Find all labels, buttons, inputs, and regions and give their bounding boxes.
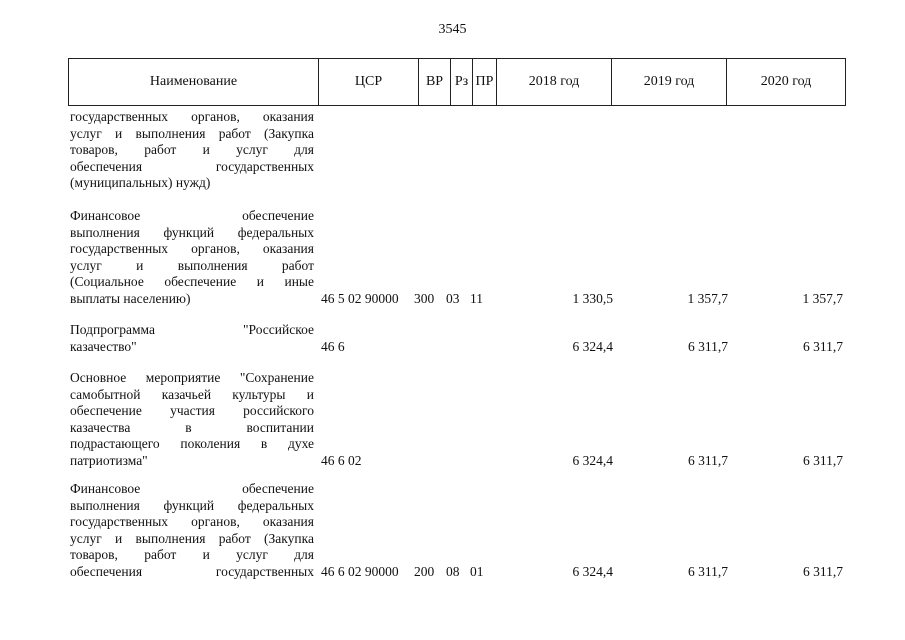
name-line: государственных органов, оказания	[70, 109, 314, 124]
csr-value: 46 6	[321, 338, 345, 354]
table-row	[70, 208, 846, 307]
header-pr: ПР	[473, 59, 497, 105]
name-line: Подпрограмма "Российское	[70, 322, 314, 337]
name-line: выполнения функций федеральных	[70, 224, 314, 240]
table-row	[70, 109, 846, 192]
row-name	[70, 481, 314, 580]
row-name	[70, 322, 314, 355]
value-2020: 6 311,7	[803, 452, 843, 468]
name-line: обеспечения государственных	[70, 158, 314, 174]
header-2019: 2019 год	[612, 59, 727, 105]
rz-value: 03	[446, 290, 460, 306]
header-2020: 2020 год	[760, 74, 812, 89]
csr-value: 46 6 02 90000	[321, 563, 399, 579]
vr-value: 200	[414, 563, 435, 579]
table-row	[70, 370, 846, 469]
name-line: подрастающего поколения в духе	[70, 436, 314, 451]
name-line: выплаты населению)	[70, 290, 191, 306]
value-2020: 6 311,7	[803, 338, 843, 354]
name-line: Основное мероприятие "Сохранение	[70, 370, 314, 385]
name-line: казачество"	[70, 338, 137, 354]
table-row	[70, 481, 846, 580]
value-2019: 6 311,7	[688, 563, 728, 579]
name-line: обеспечения государственных	[70, 563, 314, 579]
value-2018: 6 324,4	[572, 452, 613, 468]
table-row	[70, 322, 846, 355]
value-2018: 1 330,5	[572, 290, 613, 306]
header-2018: 2018 год	[497, 59, 612, 105]
name-line: услуг и выполнения работ	[70, 257, 314, 273]
name-line: Финансовое обеспечение	[70, 481, 314, 496]
header-name: Наименование	[69, 59, 319, 105]
name-line: товаров, работ и услуг для	[70, 142, 314, 157]
csr-value: 46 5 02 90000	[321, 290, 399, 306]
header-csr: ЦСР	[319, 59, 419, 105]
value-2020: 6 311,7	[803, 563, 843, 579]
name-line: казачества в воспитании	[70, 419, 314, 435]
pr-value: 11	[470, 290, 483, 306]
name-line: самобытной казачьей культуры и	[70, 386, 314, 402]
name-line: обеспечение участия российского	[70, 403, 314, 418]
name-line: патриотизма"	[70, 452, 148, 468]
row-name	[70, 109, 314, 192]
csr-value: 46 6 02	[321, 452, 362, 468]
value-2019: 6 311,7	[688, 338, 728, 354]
name-line: государственных органов, оказания	[70, 514, 314, 529]
name-line: (Социальное обеспечение и иные	[70, 274, 314, 289]
pr-value: 01	[470, 563, 484, 579]
value-2018: 6 324,4	[572, 563, 613, 579]
table-header	[68, 58, 846, 106]
rz-value: 08	[446, 563, 460, 579]
value-2018: 6 324,4	[572, 338, 613, 354]
value-2019: 1 357,7	[687, 290, 728, 306]
row-name	[70, 370, 314, 469]
page-number: 3545	[438, 22, 467, 37]
row-name	[70, 208, 314, 307]
name-line: государственных органов, оказания	[70, 241, 314, 256]
name-line: выполнения функций федеральных	[70, 497, 314, 513]
name-line: товаров, работ и услуг для	[70, 547, 314, 562]
value-2019: 6 311,7	[688, 452, 728, 468]
name-line: Финансовое обеспечение	[70, 208, 314, 223]
header-rz: Рз	[451, 59, 473, 105]
name-line: (муниципальных) нужд)	[70, 175, 211, 190]
name-line: услуг и выполнения работ (Закупка	[70, 125, 314, 141]
vr-value: 300	[414, 290, 435, 306]
name-line: услуг и выполнения работ (Закупка	[70, 530, 314, 546]
header-vr: ВР	[419, 59, 451, 105]
value-2020: 1 357,7	[802, 290, 843, 306]
